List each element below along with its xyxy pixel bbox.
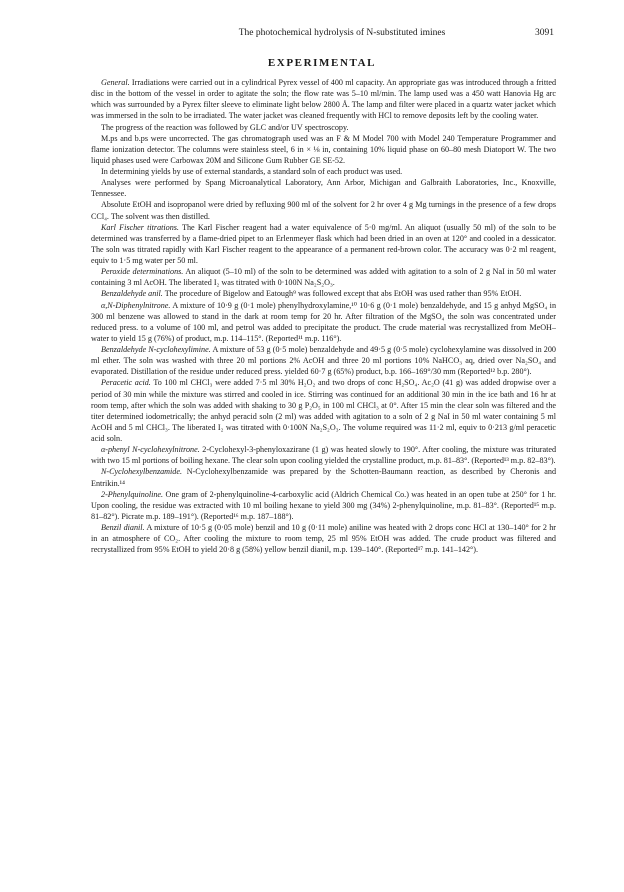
paragraph-reaction-progress xyxy=(91,122,556,133)
paragraph-text: To 100 ml CHCl₃ were added 7·5 ml 30% H₂O₂ and two drops of conc H₂SO₄. Ac₂O (41 g) was added dropwise over a period of 30 min while the mixture was stirred and cooled in ice. Stirring was continued for an additional 30 min in the ice bath and 16 hr at room temp, after which the soln was added with shaking to 30 g P₂O₅ in 100 ml CHCl₃ at 0°. After 15 min the clear soln was filtered and the titer determined iodometrically; the anhyd peracid soln (2 ml) was added with agitation to a soln of 2 g NaI in 50 ml water containing 5 ml AcOH and 5 ml CHCl₃. The liberated I₂ was titrated with 0·100N Na₂S₂O₃. The volume required was 11·2 ml, equiv to 0·213 g/ml peracetic acid soln. xyxy=(91,378,556,443)
paragraph-lead: Karl Fischer titrations. xyxy=(101,222,179,232)
paragraph-text: A mixture of 53 g (0·5 mole) benzaldehyde and 49·5 g (0·5 mole) cyclohexylamine was dissolved in 200 ml ether. The soln was washed with three 20 ml portions 2% AcOH and three 20 ml portions 10% NaHCO₃ aq, dried over Na₂SO₄ and evaporated. Distillation of the residue under reduced press. yielded 60·7 g (65%) product, b.p. 166–169°/30 mm (Reported¹² b.p. 280°). xyxy=(91,345,556,377)
paragraph-lead: N-Cyclohexylbenzamide. xyxy=(101,467,182,477)
paragraph-karl-fischer xyxy=(91,222,556,267)
paragraph-text: In determining yields by use of external standards, a standard soln of each product was used. xyxy=(101,167,403,176)
experimental-body xyxy=(91,77,556,555)
paragraph-lead: α-phenyl N-cyclohexylnitrone. xyxy=(101,445,200,455)
paragraph-text: A mixture of 10·5 g (0·05 mole) benzil and 10 g (0·11 mole) aniline was heated with 2 drops conc HCl at 130–140° for 2 hr in an atmosphere of CO₂. After cooling the mixture to room temp, 25 ml 95% EtOH was added. The crude product was filtered and recrystallized from 95% EtOH to yield 20·8 g (58%) yellow benzil dianil, m.p. 139–140°. (Reported¹⁷ m.p. 141–142°). xyxy=(91,523,556,555)
page-number: 3091 xyxy=(535,28,554,38)
section-heading: EXPERIMENTAL xyxy=(267,57,377,69)
running-head xyxy=(90,26,554,40)
paragraph-text: 2-Cyclohexyl-3-phenyloxazirane (1 g) was heated slowly to 190°. After cooling, the mixture was triturated with two 15 ml portions of boiling hexane. The clear soln upon cooling yielded the crystalline product, m.p. 81–83°. (Reported¹³ m.p. 82–83°). xyxy=(91,445,557,466)
paragraph-text: Analyses were performed by Spang Microanalytical Laboratory, Ann Arbor, Michigan and Galbraith Laboratories, Inc., Knoxville, Tennessee. xyxy=(91,178,556,199)
paragraph-text: The progress of the reaction was followed by GLC and/or UV spectroscopy. xyxy=(101,122,349,132)
paragraph-lead: General. xyxy=(101,78,130,87)
paragraph-diphenylnitrone xyxy=(91,300,556,345)
paragraph-peroxide xyxy=(91,266,556,288)
paragraph-lead: Benzaldehyde N-cyclohexylimine. xyxy=(101,345,211,354)
paragraph-lead: Peracetic acid. xyxy=(101,378,151,388)
paragraph-general xyxy=(91,77,556,122)
paragraph-peracetic-acid xyxy=(91,377,556,444)
paragraph-text: A mixture of 10·9 g (0·1 mole) phenylhydroxylamine,¹⁰ 10·6 g (0·1 mole) benzaldehyde, and 15 g anhyd MgSO₄ in 300 ml benzene was allowed to stand in the dark at room temp for 20 hr. After filtration of the MgSO₄ the soln was concentrated under reduced press. to a volume of 100 ml, and petrol was added to precipitate the product. The crude material was recrystallized from MeOH–water to yield 15 g (76%) of product, m.p. 114–115°. (Reported¹¹ m.p. 116°). xyxy=(91,300,557,343)
paragraph-text: An aliquot (5–10 ml) of the soln to be determined was added with agitation to a soln of 2 g NaI in 50 ml water containing 3 ml AcOH. The liberated I₂ was titrated with 0·100N Na₂S₂O₃. xyxy=(91,267,556,288)
running-title: The photochemical hydrolysis of N-substituted imines xyxy=(238,28,446,38)
paragraph-text: One gram of 2-phenylquinoline-4-carboxylic acid (Aldrich Chemical Co.) was heated in an open tube at 250° for 1 hr. Upon cooling, the residue was extracted with 10 ml boiling hexane to yield 300 mg (34%) 2-phenylquinoline, m.p. 81–83°. (Reported¹⁵ m.p. 81–82°). Picrate m.p. 189–191°). (Reported¹⁶ m.p. 187–188°). xyxy=(91,489,556,521)
paragraph-analyses xyxy=(91,177,556,199)
paragraph-cyclohexylnitrone xyxy=(91,444,556,466)
paragraph-phenylquinoline xyxy=(91,489,556,522)
paragraph-text: Irradiations were carried out in a cylindrical Pyrex vessel of 400 ml capacity. An appropriate gas was introduced through a fritted disc in the bottom of the vessel in order to agitate the soln; the flow rate was 5–10 ml/min. The lamp used was a 450 watt Hanovia Hg arc which was surrounded by a Pyrex filter sleeve to eliminate light below 2800 Å. The lamp and filter were placed in a quartz water jacket which was immersed in the soln to be irradiated. The water jacket was cleaned frequently with HCl to remove deposits left by the cooling water. xyxy=(91,78,557,121)
paragraph-text: M.ps and b.ps were uncorrected. The gas chromatograph used was an F & M Model 700 with Model 240 Temperature Programmer and flame ionization detector. The columns were stainless steel, 6 in × ⅛ in, containing 10% liquid phase on 60–80 mesh Diatoport W. The two liquid phases used were Carbowax 20M and Silicone Gum Rubber GE SE-52. xyxy=(91,133,556,165)
paragraph-text: The procedure of Bigelow and Eatough⁹ was followed except that abs EtOH was used rather than 95% EtOH. xyxy=(164,289,522,299)
paragraph-benzaldehyde-anil xyxy=(91,288,556,299)
paragraph-lead: Peroxide determinations. xyxy=(101,267,184,277)
paragraph-solvent-drying xyxy=(91,199,556,221)
paragraph-gas-chromatography xyxy=(91,133,556,166)
paragraph-text: N-Cyclohexylbenzamide was prepared by the Schotten-Baumann reaction, as described by Cheronis and Entrikin.¹⁴ xyxy=(91,467,557,488)
paragraph-yields xyxy=(91,166,556,177)
paragraph-lead: α,N-Diphenylnitrone. xyxy=(101,300,171,310)
paragraph-cyclohexylimine xyxy=(91,344,556,377)
paragraph-benzil-dianil xyxy=(91,522,556,555)
paragraph-text: Absolute EtOH and isopropanol were dried by refluxing 900 ml of the solvent for 2 hr over 4 g Mg turnings in the presence of a few drops CCl₄. The solvent was then distilled. xyxy=(91,200,556,221)
paragraph-lead: Benzil dianil. xyxy=(101,523,145,532)
paragraph-cyclohexylbenzamide xyxy=(91,466,556,488)
paragraph-text: The Karl Fischer reagent had a water equivalence of 5·0 mg/ml. An aliquot (usually 50 ml) of the soln to be determined was transferred by a flame-dried pipet to an Erlenmeyer flask which had been dried in an oven at 120° and cooled in a dessicator. The soln was titrated rapidly with Karl Fischer reagent to the appearance of a permanent red-brown color. The accuracy was 0·2 ml reagent, equiv to 1·5 mg water per 50 ml. xyxy=(91,222,556,265)
paragraph-lead: Benzaldehyde anil. xyxy=(101,289,163,299)
paragraph-lead: 2-Phenylquinoline. xyxy=(101,489,164,499)
